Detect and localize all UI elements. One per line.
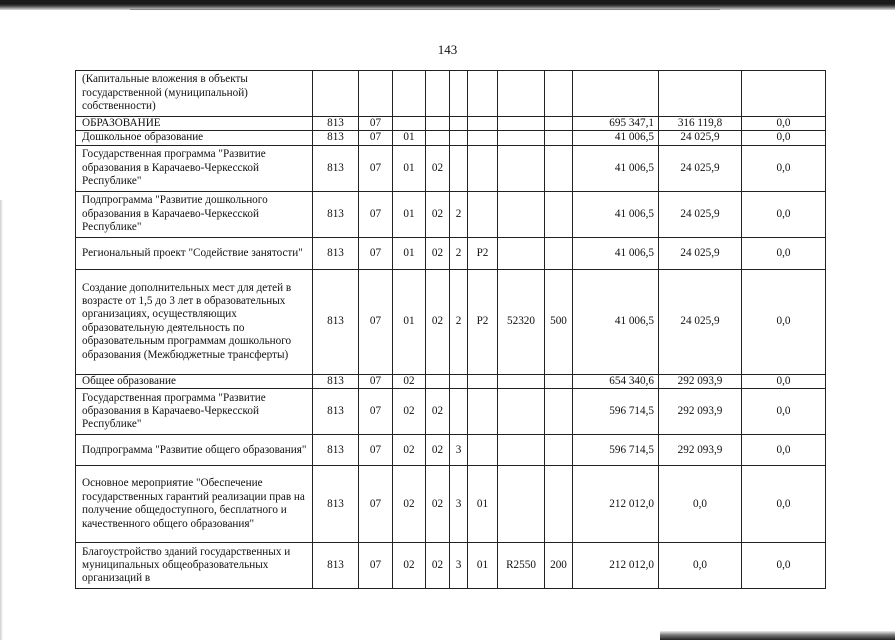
row-program-code: 02 <box>426 191 450 237</box>
row-adm-code: 813 <box>313 435 359 466</box>
row-sum-year2: 292 093,9 <box>659 374 742 388</box>
row-section-code: 07 <box>359 131 393 145</box>
budget-table <box>75 70 826 589</box>
page-number: 143 <box>437 42 458 57</box>
row-sum-year2: 292 093,9 <box>659 435 742 466</box>
scan-edge-line <box>130 9 720 10</box>
row-sum-year2: 24 025,9 <box>659 191 742 237</box>
row-subsection-code: 02 <box>393 435 426 466</box>
row-subprogram-code <box>450 117 468 131</box>
row-program-code: 02 <box>426 389 450 435</box>
row-name-cell: Основное мероприятие "Обеспечение государственных гарантий реализации прав на получение общедоступного, бесплатного и качественного общего образования" <box>76 466 313 543</box>
row-name-cell: (Капитальные вложения в объекты государственной (муниципальной) собственности) <box>76 71 313 117</box>
row-subprogram-code <box>450 145 468 191</box>
row-sum-year2 <box>659 71 742 117</box>
row-subsection-code: 02 <box>393 374 426 388</box>
row-subsection-code: 01 <box>393 237 426 269</box>
row-adm-code: 813 <box>313 191 359 237</box>
row-sum-year1: 41 006,5 <box>573 237 659 269</box>
row-sum-year1: 596 714,5 <box>573 435 659 466</box>
row-program-code: 02 <box>426 435 450 466</box>
row-sum-year3: 0,0 <box>742 435 826 466</box>
row-expense-type-code <box>545 71 573 117</box>
row-subsection-code: 01 <box>393 191 426 237</box>
row-section-code <box>359 71 393 117</box>
row-sum-year3: 0,0 <box>742 374 826 388</box>
row-subsection-code: 01 <box>393 269 426 374</box>
table-row <box>76 435 826 466</box>
row-section-code: 07 <box>359 237 393 269</box>
row-adm-code: 813 <box>313 117 359 131</box>
table-row <box>76 374 826 388</box>
row-subsection-code <box>393 117 426 131</box>
row-project-code: 01 <box>468 543 498 589</box>
row-expense-type-code <box>545 117 573 131</box>
row-sum-year2: 24 025,9 <box>659 237 742 269</box>
row-sum-year1: 654 340,6 <box>573 374 659 388</box>
table-row <box>76 117 826 131</box>
row-sum-year1: 695 347,1 <box>573 117 659 131</box>
row-direction-code <box>498 389 545 435</box>
table-row <box>76 191 826 237</box>
row-adm-code: 813 <box>313 543 359 589</box>
row-name-cell: Дошкольное образование <box>76 131 313 145</box>
row-adm-code: 813 <box>313 466 359 543</box>
row-project-code: 01 <box>468 466 498 543</box>
row-name-cell: Региональный проект "Содействие занятости" <box>76 237 313 269</box>
row-subprogram-code: 2 <box>450 191 468 237</box>
row-project-code <box>468 191 498 237</box>
row-adm-code: 813 <box>313 374 359 388</box>
row-name-cell: Подпрограмма "Развитие дошкольного образования в Карачаево-Черкесской Республике" <box>76 191 313 237</box>
row-sum-year1: 596 714,5 <box>573 389 659 435</box>
table-row <box>76 145 826 191</box>
row-subsection-code: 02 <box>393 543 426 589</box>
row-section-code: 07 <box>359 145 393 191</box>
row-program-code: 02 <box>426 466 450 543</box>
row-sum-year2: 292 093,9 <box>659 389 742 435</box>
row-adm-code: 813 <box>313 389 359 435</box>
row-adm-code: 813 <box>313 145 359 191</box>
row-sum-year1: 41 006,5 <box>573 269 659 374</box>
row-direction-code <box>498 374 545 388</box>
row-expense-type-code <box>545 435 573 466</box>
row-direction-code: 52320 <box>498 269 545 374</box>
row-sum-year3: 0,0 <box>742 466 826 543</box>
row-program-code <box>426 374 450 388</box>
row-section-code: 07 <box>359 117 393 131</box>
row-name-cell: Благоустройство зданий государственных и муниципальных общеобразовательных организаций в <box>76 543 313 589</box>
row-sum-year1 <box>573 71 659 117</box>
row-direction-code <box>498 131 545 145</box>
row-subprogram-code <box>450 71 468 117</box>
row-subsection-code: 01 <box>393 145 426 191</box>
row-sum-year1: 41 006,5 <box>573 145 659 191</box>
row-adm-code: 813 <box>313 269 359 374</box>
row-sum-year2: 316 119,8 <box>659 117 742 131</box>
table-body <box>76 71 826 589</box>
row-sum-year3: 0,0 <box>742 269 826 374</box>
row-subprogram-code: 2 <box>450 269 468 374</box>
table-row <box>76 543 826 589</box>
row-project-code <box>468 131 498 145</box>
row-section-code: 07 <box>359 466 393 543</box>
row-project-code <box>468 374 498 388</box>
row-project-code: P2 <box>468 269 498 374</box>
row-subprogram-code: 3 <box>450 435 468 466</box>
row-sum-year3: 0,0 <box>742 389 826 435</box>
row-project-code <box>468 435 498 466</box>
row-sum-year3: 0,0 <box>742 131 826 145</box>
row-subprogram-code <box>450 389 468 435</box>
row-sum-year1: 212 012,0 <box>573 466 659 543</box>
row-direction-code <box>498 145 545 191</box>
row-program-code: 02 <box>426 145 450 191</box>
table-row <box>76 131 826 145</box>
row-direction-code <box>498 435 545 466</box>
row-section-code: 07 <box>359 374 393 388</box>
row-sum-year1: 212 012,0 <box>573 543 659 589</box>
row-subsection-code <box>393 71 426 117</box>
row-sum-year3: 0,0 <box>742 117 826 131</box>
row-program-code <box>426 131 450 145</box>
row-expense-type-code <box>545 374 573 388</box>
row-expense-type-code <box>545 145 573 191</box>
row-section-code: 07 <box>359 269 393 374</box>
row-project-code: P2 <box>468 237 498 269</box>
row-name-cell: Государственная программа "Развитие образования в Карачаево-Черкесской Республике" <box>76 389 313 435</box>
row-direction-code: R2550 <box>498 543 545 589</box>
row-program-code: 02 <box>426 237 450 269</box>
row-sum-year1: 41 006,5 <box>573 191 659 237</box>
row-subsection-code: 02 <box>393 466 426 543</box>
row-adm-code: 813 <box>313 237 359 269</box>
table-row <box>76 71 826 117</box>
row-expense-type-code <box>545 191 573 237</box>
row-program-code <box>426 71 450 117</box>
row-sum-year2: 24 025,9 <box>659 131 742 145</box>
row-subprogram-code <box>450 374 468 388</box>
row-subprogram-code: 2 <box>450 237 468 269</box>
row-sum-year2: 24 025,9 <box>659 145 742 191</box>
row-expense-type-code: 200 <box>545 543 573 589</box>
row-program-code: 02 <box>426 269 450 374</box>
table-row <box>76 269 826 374</box>
row-adm-code: 813 <box>313 131 359 145</box>
row-subsection-code: 01 <box>393 131 426 145</box>
row-subsection-code: 02 <box>393 389 426 435</box>
row-sum-year3: 0,0 <box>742 237 826 269</box>
row-sum-year3 <box>742 71 826 117</box>
scan-edge-bottom <box>660 631 895 640</box>
row-program-code <box>426 117 450 131</box>
row-project-code <box>468 389 498 435</box>
table-row <box>76 389 826 435</box>
row-section-code: 07 <box>359 435 393 466</box>
row-expense-type-code <box>545 389 573 435</box>
row-name-cell: Создание дополнительных мест для детей в возрасте от 1,5 до 3 лет в образовательных организациях, осуществляющих образовательную деятельность по образовательным программам дошкольного образования (Межбюджетные трансферты) <box>76 269 313 374</box>
row-sum-year3: 0,0 <box>742 145 826 191</box>
row-sum-year3: 0,0 <box>742 543 826 589</box>
row-direction-code <box>498 191 545 237</box>
table-row <box>76 466 826 543</box>
row-direction-code <box>498 71 545 117</box>
row-name-cell: Подпрограмма "Развитие общего образования" <box>76 435 313 466</box>
row-section-code: 07 <box>359 191 393 237</box>
row-name-cell: ОБРАЗОВАНИЕ <box>76 117 313 131</box>
row-subprogram-code <box>450 131 468 145</box>
row-adm-code <box>313 71 359 117</box>
row-direction-code <box>498 117 545 131</box>
row-direction-code <box>498 237 545 269</box>
row-expense-type-code <box>545 131 573 145</box>
row-direction-code <box>498 466 545 543</box>
row-subprogram-code: 3 <box>450 466 468 543</box>
row-section-code: 07 <box>359 543 393 589</box>
row-subprogram-code: 3 <box>450 543 468 589</box>
row-project-code <box>468 117 498 131</box>
row-expense-type-code: 500 <box>545 269 573 374</box>
row-sum-year3: 0,0 <box>742 191 826 237</box>
row-sum-year2: 0,0 <box>659 466 742 543</box>
row-sum-year1: 41 006,5 <box>573 131 659 145</box>
row-sum-year2: 24 025,9 <box>659 269 742 374</box>
row-section-code: 07 <box>359 389 393 435</box>
row-program-code: 02 <box>426 543 450 589</box>
scan-edge-left <box>0 200 3 640</box>
row-name-cell: Общее образование <box>76 374 313 388</box>
row-project-code <box>468 145 498 191</box>
row-project-code <box>468 71 498 117</box>
row-name-cell: Государственная программа "Развитие образования в Карачаево-Черкесской Республике" <box>76 145 313 191</box>
row-sum-year2: 0,0 <box>659 543 742 589</box>
table-row <box>76 237 826 269</box>
row-expense-type-code <box>545 466 573 543</box>
row-expense-type-code <box>545 237 573 269</box>
